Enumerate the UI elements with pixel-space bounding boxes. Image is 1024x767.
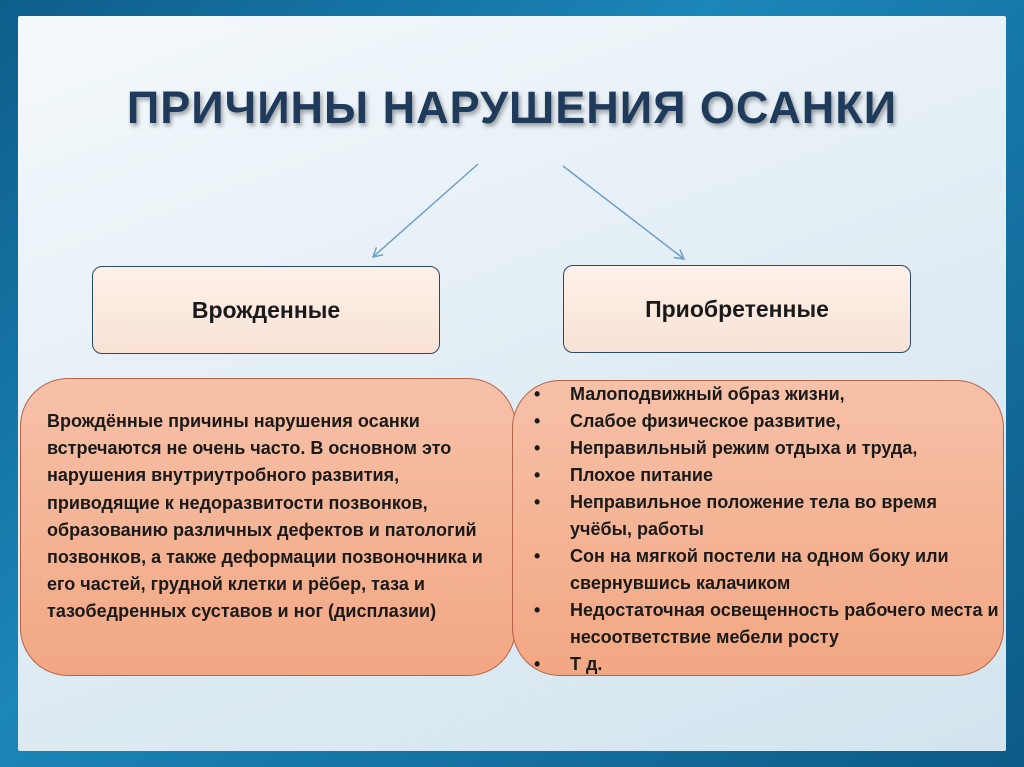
bullet-icon: •	[534, 654, 541, 674]
bullet-icon: •	[534, 411, 541, 431]
list-item-text: Сон на мягкой постели на одном боку или свернувшись калачиком	[570, 546, 949, 593]
list-item	[534, 597, 999, 651]
list-item	[534, 462, 999, 489]
category-congenital	[92, 266, 440, 354]
bullet-icon: •	[534, 546, 541, 566]
list-item-text: Неправильное положение тела во время учёбы, работы	[570, 492, 938, 539]
bullet-icon: •	[534, 438, 541, 458]
arrow-left	[373, 164, 478, 257]
category-congenital-label: Врожденные	[191, 296, 341, 323]
list-item	[534, 408, 999, 435]
bullet-icon: •	[534, 492, 541, 512]
list-item	[534, 651, 999, 678]
bullet-icon: •	[534, 384, 541, 404]
congenital-description-text: Врождённые причины нарушения осанки встречаются не очень часто. В основном это нарушения внутриутробного развития, приводящие к недоразвитости позвонков, образованию различных дефектов и патологий позвонков, а также деформации позвоночника и его частей, грудной клетки и рёбер, таза и тазобедренных суставов и ног (дисплазии)	[47, 411, 483, 622]
category-acquired-label: Приобретенные	[645, 295, 829, 322]
list-item-text: Т д.	[570, 654, 603, 674]
list-item	[534, 489, 999, 543]
list-item-text: Плохое питание	[570, 465, 713, 485]
list-item-text: Недостаточная освещенность рабочего места и несоответствие мебели росту	[570, 600, 999, 647]
list-item-text: Слабое физическое развитие,	[570, 411, 841, 431]
arrow-right	[563, 166, 684, 259]
category-acquired	[563, 265, 911, 353]
acquired-causes-list	[534, 381, 999, 678]
list-item	[534, 435, 999, 462]
list-item-text: Малоподвижный образ жизни,	[570, 384, 845, 404]
bullet-icon: •	[534, 465, 541, 485]
list-item	[534, 543, 999, 597]
list-item	[534, 381, 999, 408]
list-item-text: Неправильный режим отдыха и труда,	[570, 438, 918, 458]
bullet-icon: •	[534, 600, 541, 620]
page-title: ПРИЧИНЫ НАРУШЕНИЯ ОСАНКИ	[126, 82, 898, 133]
